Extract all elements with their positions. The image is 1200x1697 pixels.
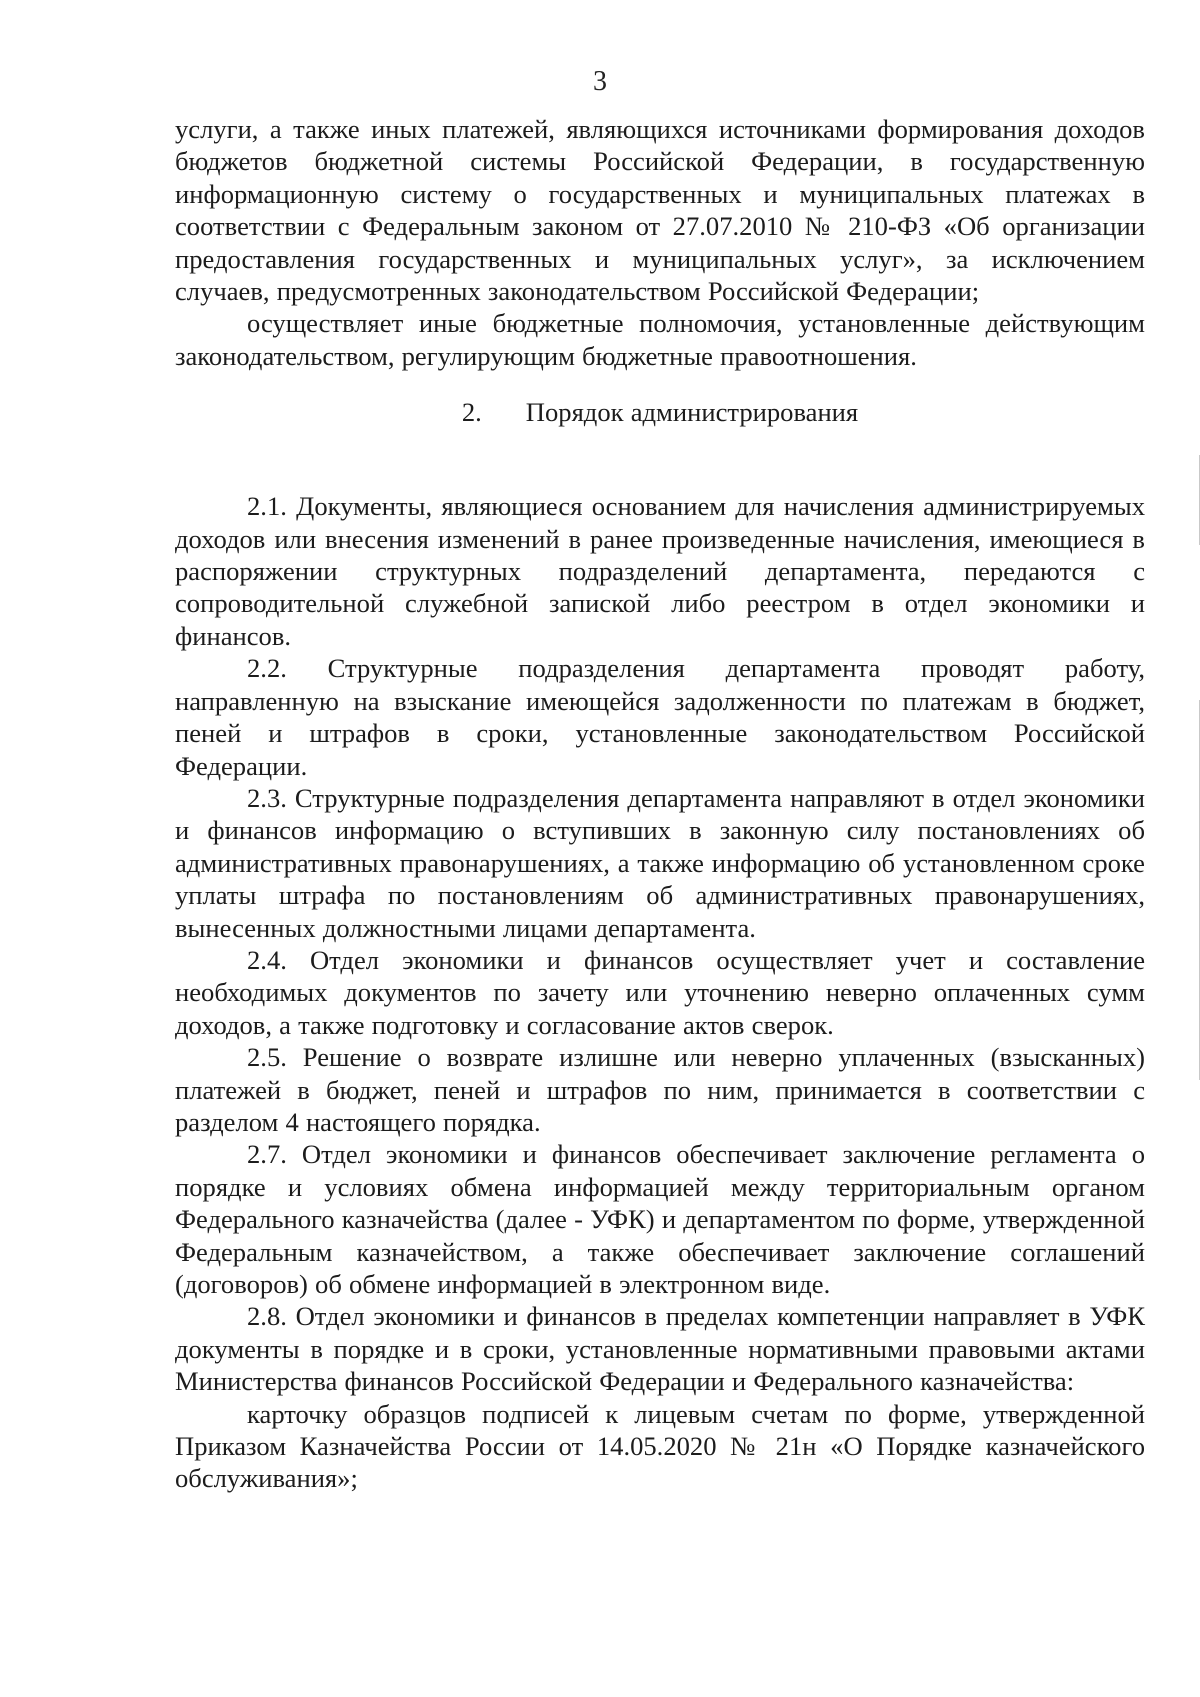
clause-2-3: 2.3. Структурные подразделения департамента направляют в отдел экономики и финансов информацию о вступивших в законную силу постановлениях об административных правонарушениях, а также информацию об установленном сроке уплаты штрафа по постановлениям об административных правонарушениях, вынесенных должностными лицами департамента.: [175, 782, 1145, 943]
clause-2-4: 2.4. Отдел экономики и финансов осуществляет учет и составление необходимых документов по зачету или уточнению неверно оплаченных сумм доходов, а также подготовку и согласование актов сверок.: [175, 944, 1145, 1040]
clause-2-2: 2.2. Структурные подразделения департамента проводят работу, направленную на взыскание имеющейся задолженности по платежам в бюджет, пеней и штрафов в сроки, установленные законодательством Российской Федерации.: [175, 653, 1145, 781]
clause-2-8-item-signature-card: карточку образцов подписей к лицевым счетам по форме, утвержденной Приказом Казначейства России от 14.05.2020 № 21н «О Порядке казначейского обслуживания»;: [175, 1398, 1145, 1494]
section-number: 2.: [461, 397, 482, 428]
clause-2-1: 2.1. Документы, являющиеся основанием для начисления администрируемых доходов или внесения изменений в ранее произведенные начисления, имеющиеся в распоряжении структурных подразделений департамента, передаются с сопроводительной служебной запиской либо реестром в отдел экономики и финансов.: [175, 491, 1145, 651]
clause-2-8: 2.8. Отдел экономики и финансов в пределах компетенции направляет в УФК документы в порядке и в сроки, установленные нормативными правовыми актами Министерства финансов Российской Федерации и Федерального казначейства:: [175, 1301, 1145, 1397]
document-body: [175, 113, 1145, 1495]
clause-2-5: 2.5. Решение о возврате излишне или неверно уплаченных (взысканных) платежей в бюджет, пеней и штрафов по ним, принимается в соответствии с разделом 4 настоящего порядка.: [175, 1042, 1145, 1137]
section-heading: [175, 372, 1145, 490]
paragraph-other-powers: осуществляет иные бюджетные полномочия, установленные действующим законодательством, регулирующим бюджетные правоотношения.: [175, 308, 1145, 371]
clause-2-7: 2.7. Отдел экономики и финансов обеспечивает заключение регламента о порядке и условиях обмена информацией между территориальным органом Федерального казначейства (далее - УФК) и департаментом по форме, утвержденной Федеральным казначейством, а также обеспечивает заключение соглашений (договоров) об обмене информацией в электронном виде.: [175, 1139, 1145, 1299]
paragraph-intro-continuation: услуги, а также иных платежей, являющихся источниками формирования доходов бюджетов бюджетной системы Российской Федерации, в государственную информационную систему о государственных и муниципальных платежах в соответствии с Федеральным законом от 27.07.2010 № 210-ФЗ «Об организации предоставления государственных и муниципальных услуг», за исключением случаев, предусмотренных законодательством Российской Федерации;: [175, 114, 1145, 307]
section-title: Порядок администрирования: [525, 397, 859, 428]
page-number: 3: [593, 66, 607, 97]
